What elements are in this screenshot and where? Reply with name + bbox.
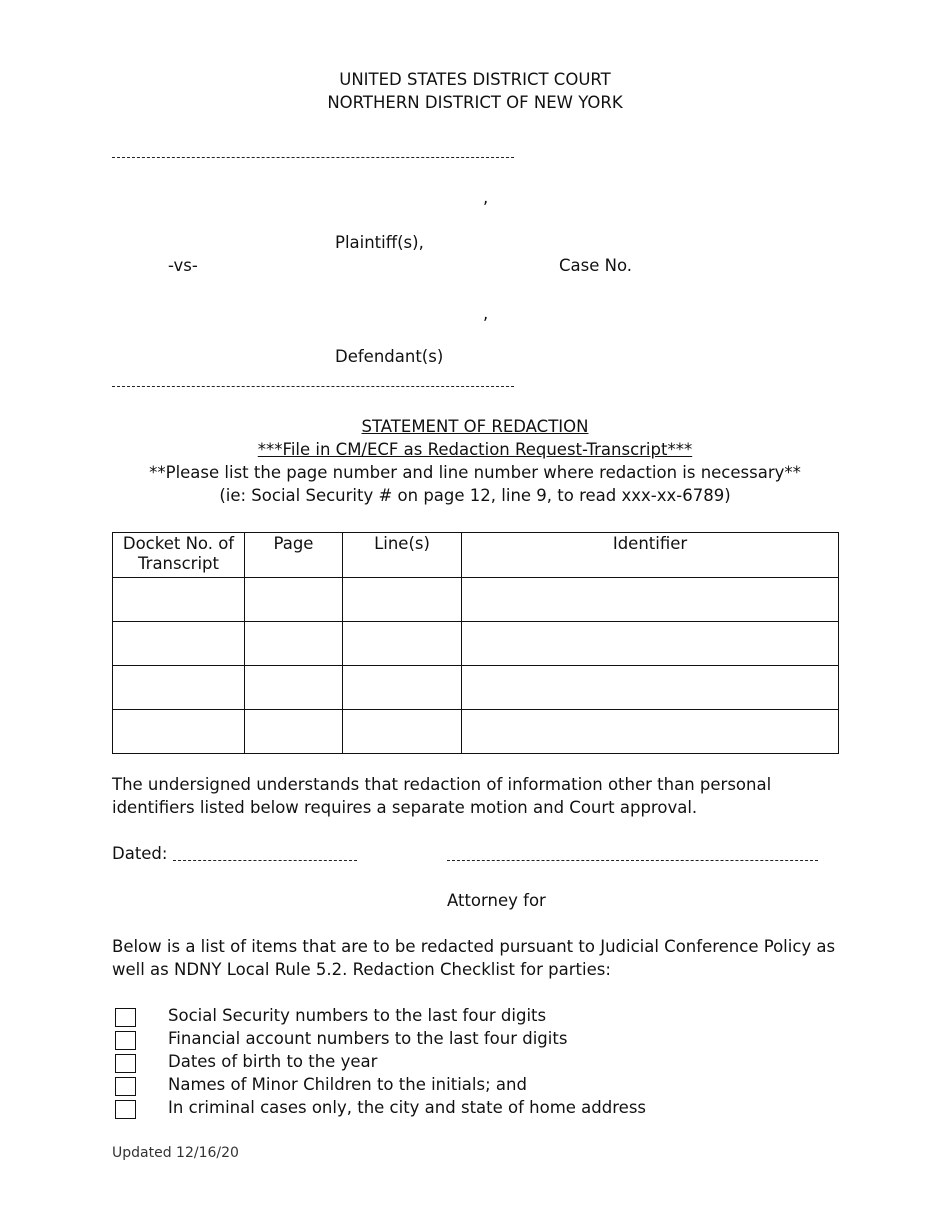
page-cell[interactable] [245,578,343,622]
dated-label: Dated: [112,844,168,863]
header-identifier: Identifier [462,533,839,578]
lines-cell[interactable] [343,666,462,710]
updated-date: Updated 12/16/20 [112,1145,239,1161]
checklist-item-financial-account: Financial account numbers to the last four digits [168,1029,568,1048]
attorney-for-label: Attorney for [447,891,546,910]
lines-cell[interactable] [343,622,462,666]
checklist-item-dates-of-birth: Dates of birth to the year [168,1052,378,1071]
checklist-item-home-address: In criminal cases only, the city and state of home address [168,1098,647,1117]
checkbox-home-address[interactable] [115,1100,136,1119]
identifier-cell[interactable] [462,710,839,754]
party-name-line-top[interactable] [112,157,514,158]
acknowledgment-line-1: The undersigned understands that redaction of information other than personal [112,775,772,794]
page-cell[interactable] [245,666,343,710]
instruction-text: **Please list the page number and line number where redaction is necessary** [149,463,801,482]
plaintiff-comma: , [483,188,489,207]
identifier-cell[interactable] [462,666,839,710]
redaction-table [112,532,839,754]
docket-cell[interactable] [113,578,245,622]
identifier-cell[interactable] [462,622,839,666]
identifier-cell[interactable] [462,578,839,622]
docket-cell[interactable] [113,622,245,666]
checklist-intro-line-1: Below is a list of items that are to be redacted pursuant to Judicial Conference Policy as [112,937,836,956]
header-docket-no: Docket No. of Transcript [113,533,245,578]
date-line[interactable] [173,860,357,861]
table-row [113,710,839,754]
defendant-comma: , [483,304,489,323]
header-lines: Line(s) [343,533,462,578]
checkbox-financial-account[interactable] [115,1031,136,1050]
party-name-line-bottom[interactable] [112,386,514,387]
example-text: (ie: Social Security # on page 12, line 9, to read xxx-xx-6789) [219,486,731,505]
attorney-signature-line[interactable] [447,860,818,861]
table-row [113,578,839,622]
versus-label: -vs- [168,256,198,275]
district-name: NORTHERN DISTRICT OF NEW YORK [327,93,623,112]
checkbox-minor-children[interactable] [115,1077,136,1096]
filing-note: ***File in CM/ECF as Redaction Request-Transcript*** [257,440,693,459]
checklist-item-minor-children: Names of Minor Children to the initials; and [168,1075,527,1094]
checklist-item-ssn: Social Security numbers to the last four digits [168,1006,547,1025]
page-cell[interactable] [245,622,343,666]
court-name: UNITED STATES DISTRICT COURT [339,70,611,89]
checkbox-dates-of-birth[interactable] [115,1054,136,1073]
docket-cell[interactable] [113,710,245,754]
checkbox-ssn[interactable] [115,1008,136,1027]
table-row [113,666,839,710]
acknowledgment-line-2: identifiers listed below requires a separate motion and Court approval. [112,798,698,817]
lines-cell[interactable] [343,578,462,622]
plaintiff-label: Plaintiff(s), [335,233,424,252]
lines-cell[interactable] [343,710,462,754]
case-number-label: Case No. [559,256,633,275]
table-row [113,622,839,666]
docket-cell[interactable] [113,666,245,710]
defendant-label: Defendant(s) [335,347,444,366]
header-page: Page [245,533,343,578]
statement-title: STATEMENT OF REDACTION [361,417,589,436]
table-header-row [113,533,839,578]
page-cell[interactable] [245,710,343,754]
checklist-intro-line-2: well as NDNY Local Rule 5.2. Redaction Checklist for parties: [112,960,611,979]
